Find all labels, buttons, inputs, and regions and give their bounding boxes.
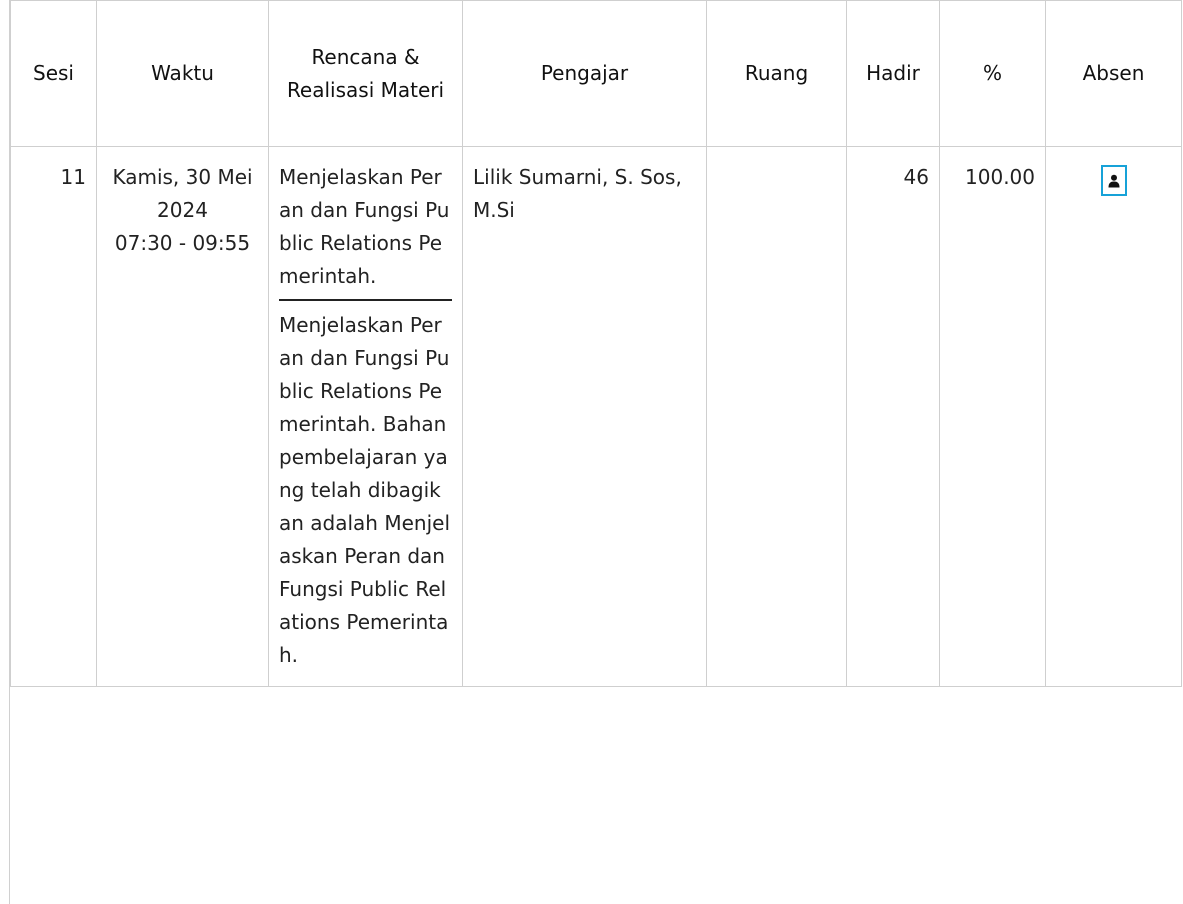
cell-waktu [97, 147, 269, 687]
schedule-table [10, 0, 1182, 687]
cell-hadir: 46 [847, 147, 940, 687]
header-pengajar: Pengajar [463, 1, 707, 147]
cell-ruang [707, 147, 847, 687]
schedule-table-container [9, 0, 1183, 904]
cell-sesi: 11 [11, 147, 97, 687]
absen-button[interactable] [1101, 165, 1127, 196]
user-icon [1108, 174, 1120, 187]
header-ruang: Ruang [707, 1, 847, 147]
cell-materi [269, 147, 463, 687]
cell-pengajar: Lilik Sumarni, S. Sos, M.Si [463, 147, 707, 687]
materi-divider [279, 299, 452, 301]
materi-realisasi: Menjelaskan Peran dan Fungsi Public Relations Pemerintah. Bahan pembelajaran yang telah dibagikan adalah Menjelaskan Peran dan Fungsi Public Relations Pemerintah. [279, 313, 450, 667]
table-header-row [11, 1, 1182, 147]
header-materi: Rencana & Realisasi Materi [269, 1, 463, 147]
table-row [11, 147, 1182, 687]
header-waktu: Waktu [97, 1, 269, 147]
cell-absen [1046, 147, 1182, 687]
header-absen: Absen [1046, 1, 1182, 147]
header-hadir: Hadir [847, 1, 940, 147]
header-sesi: Sesi [11, 1, 97, 147]
cell-persen: 100.00 [940, 147, 1046, 687]
waktu-date: Kamis, 30 Mei 2024 [112, 165, 253, 222]
materi-rencana: Menjelaskan Peran dan Fungsi Public Relations Pemerintah. [279, 165, 450, 288]
header-persen: % [940, 1, 1046, 147]
waktu-time: 07:30 - 09:55 [114, 231, 251, 255]
